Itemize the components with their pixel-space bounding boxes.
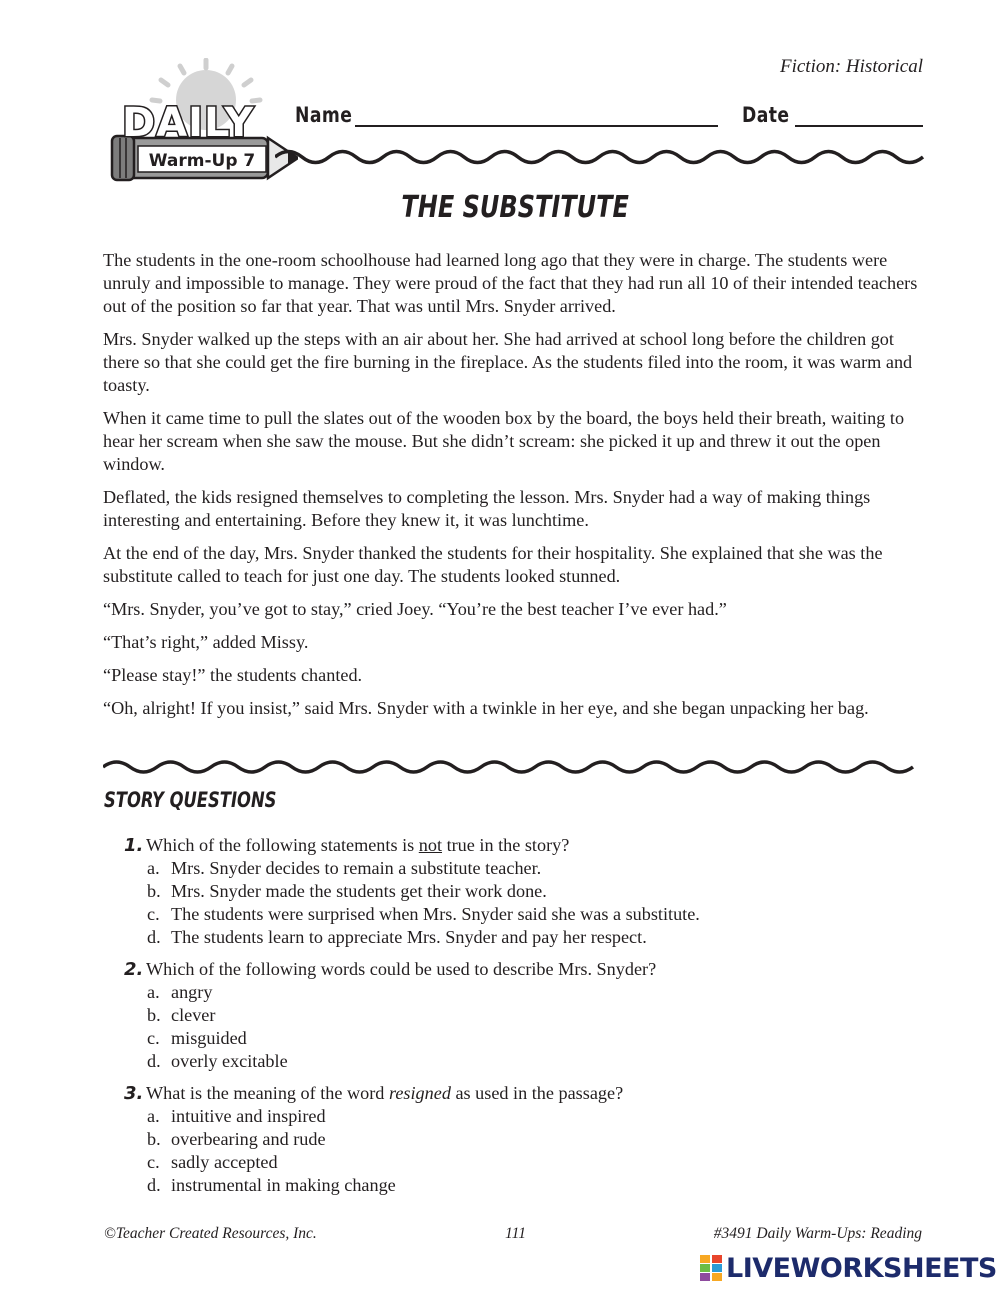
answer-option[interactable] [120,903,920,926]
question-text: What is the meaning of the word [146,1083,389,1103]
option-text: clever [171,1005,216,1025]
date-label: Date [742,103,790,127]
option-letter: b. [147,1005,161,1025]
question-text: Which of the following statements is [146,835,419,855]
questions-title-text: STORY QUESTIONS [104,788,277,812]
answer-option[interactable] [120,926,920,949]
questions-wavy-divider [103,754,925,780]
option-letter: a. [147,982,160,1002]
story-body [103,249,925,730]
daily-warmup-logo [108,58,298,188]
answer-option[interactable] [120,857,920,880]
question-emphasis: not [418,835,443,855]
answer-option[interactable] [120,981,920,1004]
question-stem [120,834,920,857]
questions-title [104,788,325,812]
date-field[interactable] [795,125,923,127]
answer-option[interactable] [120,1050,920,1073]
question-number: 3. [124,1083,144,1104]
question-item [120,834,920,949]
question-number: 1. [124,835,144,856]
header-wavy-divider [275,143,925,171]
question-stem [120,1082,920,1105]
option-letter: a. [147,1106,160,1126]
question-text-end: true in the story? [442,835,570,855]
questions-list [120,834,920,1206]
option-letter: c. [147,904,160,924]
answer-option[interactable] [120,1004,920,1027]
option-text: Mrs. Snyder made the students get their work done. [171,881,547,901]
option-letter: d. [147,927,161,947]
answer-option[interactable] [120,1027,920,1050]
story-paragraph: “That’s right,” added Missy. [103,632,309,652]
option-letter: a. [147,858,160,878]
option-letter: d. [147,1051,161,1071]
logo-word: DAILY [122,100,255,146]
copyright-text: ©Teacher Created Resources, Inc. [104,1225,317,1242]
page-number: 111 [505,1225,526,1242]
story-paragraph: Deflated, the kids resigned themselves to completing the lesson. Mrs. Snyder had a way of making things interesting and entertaining. Before they knew it, it was lunchtime. [103,487,871,530]
logo-subtitle: Warm-Up 7 [148,151,256,171]
question-item [120,958,920,1073]
book-reference: #3491 Daily Warm-Ups: Reading [713,1225,922,1242]
option-letter: c. [147,1028,160,1048]
story-paragraph: The students in the one-room schoolhouse had learned long ago that they were in charge. The students were unruly and impossible to manage. They were proud of the fact that they had run all 10 of their intended teachers out of the position so far that year. That was until Mrs. Snyder arrived. [103,250,918,316]
story-paragraph: “Mrs. Snyder, you’ve got to stay,” cried Joey. “You’re the best teacher I’ve ever had.” [103,599,727,619]
name-label: Name [295,103,353,127]
answer-option[interactable] [120,1105,920,1128]
story-paragraph: At the end of the day, Mrs. Snyder thanked the students for their hospitality. She explained that she was the substitute called to teach for just one day. The students looked stunned. [103,543,883,586]
question-text-end: as used in the passage? [450,1083,624,1103]
answer-option[interactable] [120,1151,920,1174]
option-letter: b. [147,1129,161,1149]
option-letter: c. [147,1152,160,1172]
name-field[interactable] [355,125,718,127]
option-text: angry [171,982,213,1002]
story-paragraph: “Please stay!” the students chanted. [103,665,363,685]
question-item [120,1082,920,1197]
option-text: overly excitable [171,1051,288,1071]
option-text: Mrs. Snyder decides to remain a substitute teacher. [171,858,542,878]
liveworksheets-wordmark: LIVEWORKSHEETS [726,1252,997,1284]
question-number: 2. [124,959,144,980]
story-paragraph: When it came time to pull the slates out of the wooden box by the board, the boys held their breath, waiting to hear her scream when she saw the mouse. But she didn’t scream: she picked it up and threw it out the open window. [103,408,905,474]
question-text: Which of the following words could be used to describe Mrs. Snyder? [146,959,657,979]
answer-option[interactable] [120,1128,920,1151]
question-emphasis: resigned [388,1083,451,1103]
liveworksheets-logo-icon [700,1255,722,1281]
question-stem [120,958,920,981]
genre-label: Fiction: Historical [779,56,923,77]
story-title-text: THE SUBSTITUTE [401,190,629,225]
option-letter: b. [147,881,161,901]
option-text: overbearing and rude [171,1129,326,1149]
story-paragraph: “Oh, alright! If you insist,” said Mrs. Snyder with a twinkle in her eye, and she began unpacking her bag. [103,698,869,718]
option-text: sadly accepted [171,1152,278,1172]
story-paragraph: Mrs. Snyder walked up the steps with an air about her. She had arrived at school long before the children got there so that she could get the fire burning in the fireplace. As the students filed into the room, it was warm and toasty. [103,329,913,395]
story-title [0,190,1000,225]
answer-option[interactable] [120,880,920,903]
liveworksheets-brand[interactable] [700,1252,997,1284]
answer-option[interactable] [120,1174,920,1197]
option-text: The students were surprised when Mrs. Snyder said she was a substitute. [171,904,700,924]
option-text: The students learn to appreciate Mrs. Snyder and pay her respect. [171,927,647,947]
option-text: misguided [171,1028,247,1048]
option-text: intuitive and inspired [171,1106,326,1126]
option-text: instrumental in making change [171,1175,396,1195]
option-letter: d. [147,1175,161,1195]
